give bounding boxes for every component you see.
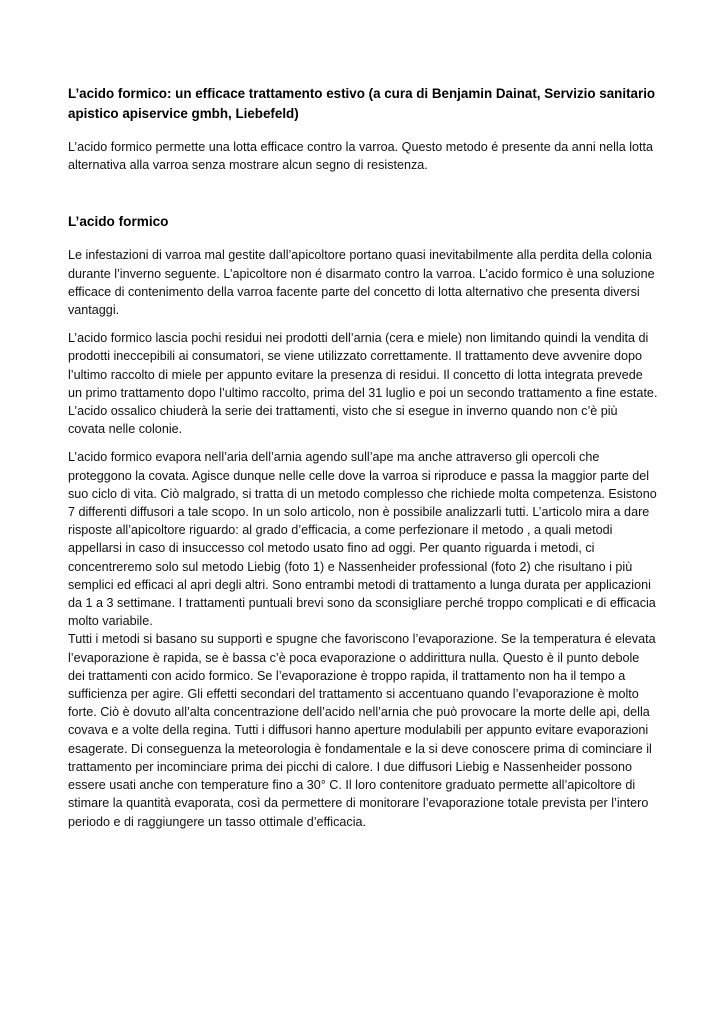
body-paragraph: L’acido formico lascia pochi residui nei prodotti dell’arnia (cera e miele) non limitando quindi la vendita di prodotti ineccepibili ai consumatori, se viene utilizzato correttamente. Il trattamento deve avvenire dopo l’ultimo raccolto di miele per appunto evitare la presenza di residui. Il concetto di lotta integrata prevede un primo trattamento dopo l’ultimo raccolto, prima del 31 luglio e poi un secondo trattamento a fine estate. L’acido ossalico chiuderà la serie dei trattamenti, visto che si esegue in inverno quando non c’è più covata nelle colonie. <box>68 331 658 437</box>
intro-paragraph: L’acido formico permette una lotta efficace contro la varroa. Questo metodo é presente da anni nella lotta alternativa alla varroa senza mostrare alcun segno di resistenza. <box>68 140 654 173</box>
section-heading: L’acido formico <box>68 214 169 230</box>
body-paragraph: L’acido formico evapora nell’aria dell’arnia agendo sull’ape ma anche attraverso gli opercoli che proteggono la covata. Agisce dunque nelle celle dove la varroa si riproduce e passa la maggior parte del suo ciclo di vita. Ciò malgrado, si tratta di un metodo complesso che richiede molta competenza. Esistono 7 differenti diffusori a tale scopo. In un solo articolo, non è possibile analizzarli tutti. L’articolo mira a dare risposte all’apicoltore riguardo: al grado d’efficacia, a come perfezionare il metodo , a quali metodi appellarsi in caso di insuccesso col metodo usato fino ad oggi. Per quanto riguarda i metodi, ci concentreremo solo sul metodo Liebig (foto 1) e Nassenheider professional (foto 2) che risultano i più semplici ed efficaci al apri degli altri. Sono entrambi metodi di trattamento a lunga durata per applicazioni da 1 a 3 settimane. I trattamenti puntuali brevi sono da sconsigliare perché troppo complicati e di efficacia molto variabile. <box>68 450 657 629</box>
body-paragraph: Tutti i metodi si basano su supporti e spugne che favoriscono l’evaporazione. Se la temperatura é elevata l’evaporazione è rapida, se è bassa c’è poca evaporazione o addirittura nulla. Questo è il punto debole dei trattamenti con acido formico. Se l’evaporazione è troppo rapida, il trattamento non ha il tempo a sufficienza per agire. Gli effetti secondari del trattamento si accentuano quando l’evaporazione è molto forte. Ciò è dovuto all’alta concentrazione dell’acido nell’arnia che può provocare la morte delle api, della covava e a volte della regina. Tutti i diffusori hanno aperture modulabili per appunto evitare evaporazioni esagerate. Di conseguenza la meteorologia è fondamentale e la si deve conoscere prima di cominciare il trattamento per incominciare prima dei picchi di calore. I due diffusori Liebig e Nassenheider possono essere usati anche con temperature fino a 30° C. Il loro contenitore graduato permette all’apicoltore di stimare la quantità evaporata, così da permettere di monitorare l’evaporazione totale prevista per l’intero periodo e di raggiungere un tasso ottimale d’efficacia. <box>68 632 656 829</box>
document-title: L’acido formico: un efficace trattamento estivo (a cura di Benjamin Dainat, Servizio sanitario apistico apiservice gmbh, Liebefeld) <box>68 86 656 121</box>
body-paragraph: Le infestazioni di varroa mal gestite dall’apicoltore portano quasi inevitabilmente alla perdita della colonia durante l’inverno seguente. L’apicoltore non é disarmato contro la varroa. L’acido formico è una soluzione efficace di contenimento della varroa facente parte del concetto di lotta alternativo che presenta diversi vantaggi. <box>68 248 655 318</box>
document-body <box>68 84 658 831</box>
